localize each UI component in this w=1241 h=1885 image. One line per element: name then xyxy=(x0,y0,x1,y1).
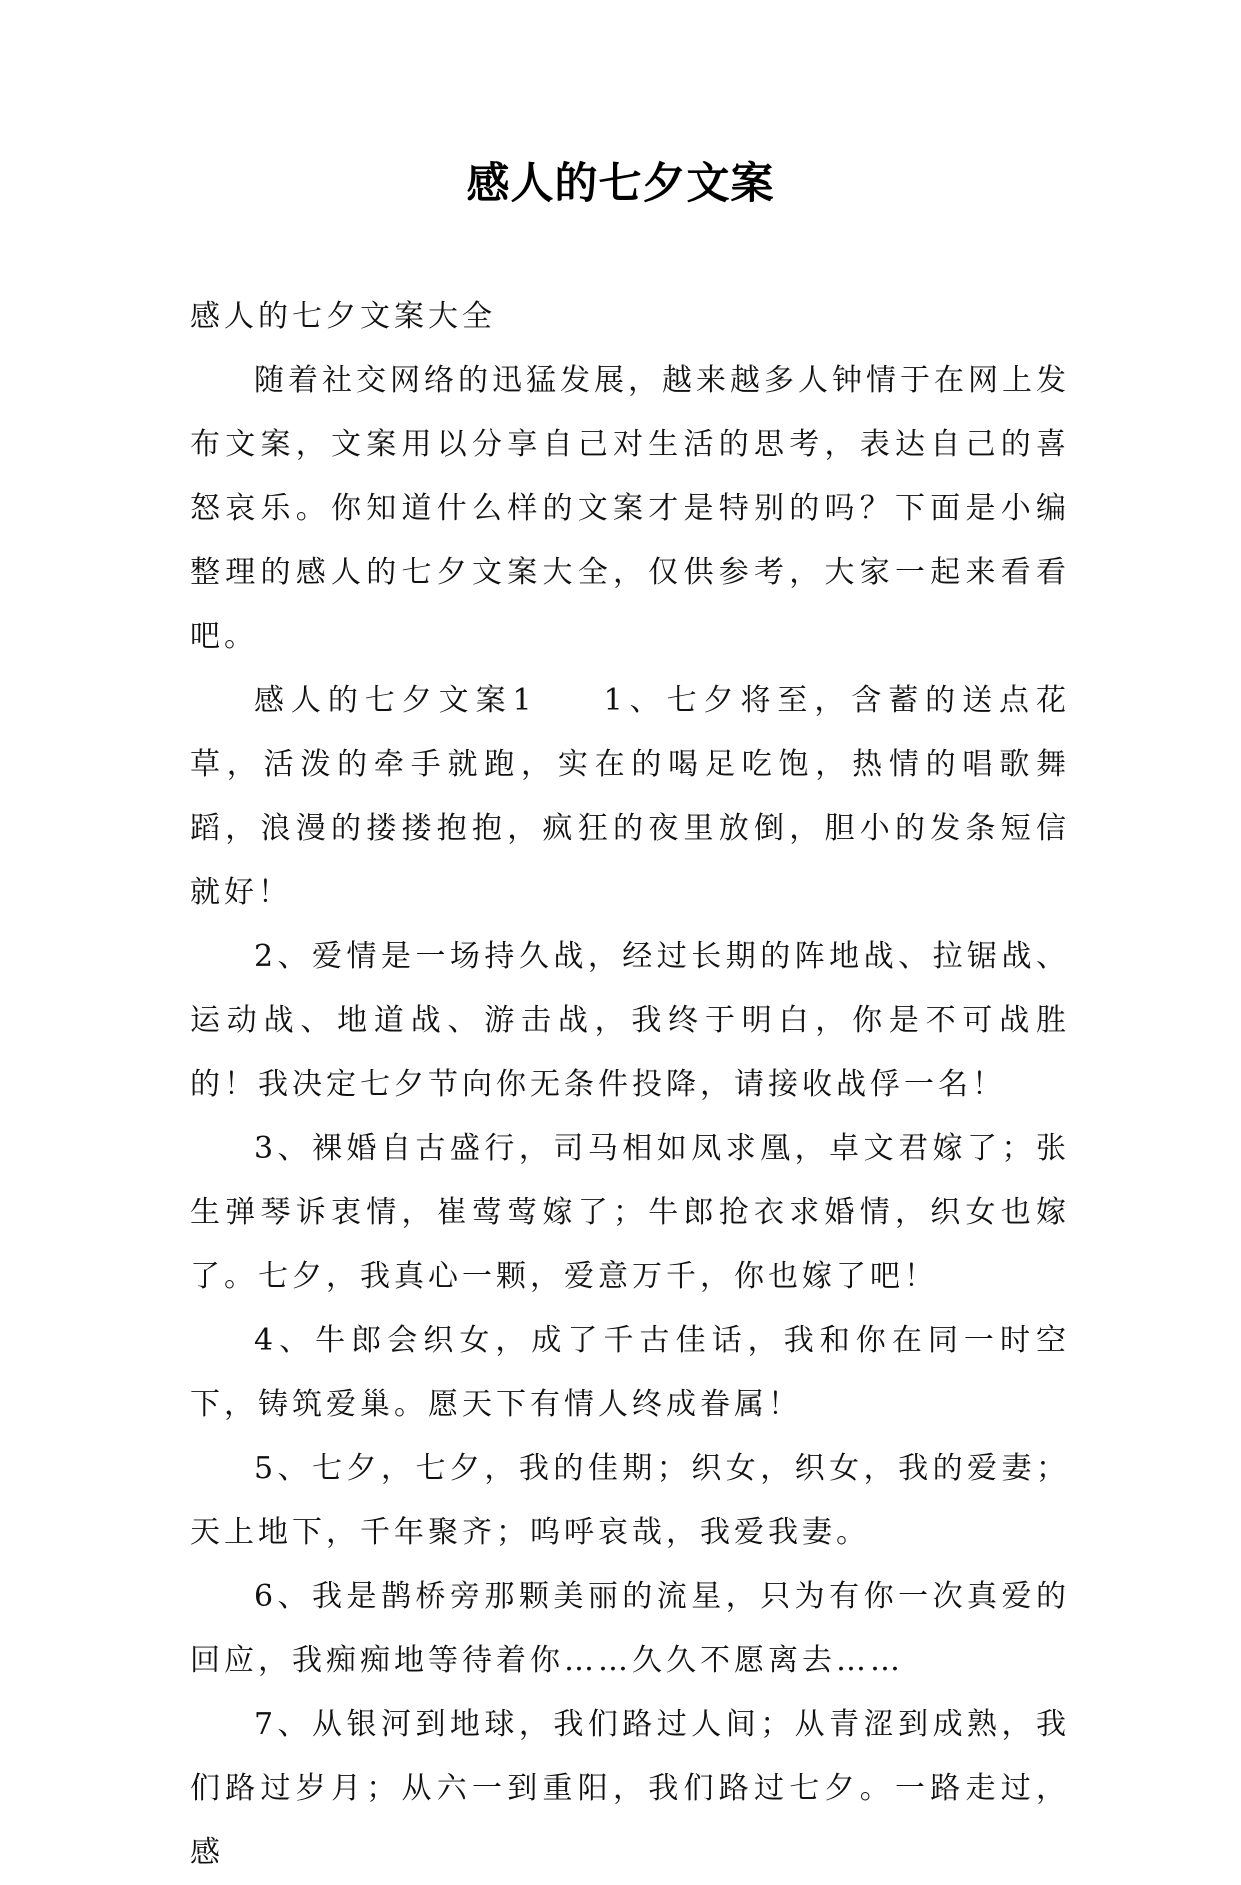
section-heading: 感人的七夕文案1 xyxy=(254,683,536,718)
item-6: 6、我是鹊桥旁那颗美丽的流星，只为有你一次真爱的回应，我痴痴地等待着你……久久不愿离去…… xyxy=(190,1579,1070,1678)
item-3: 3、裸婚自古盛行，司马相如凤求凰，卓文君嫁了；张生弹琴诉衷情，崔莺莺嫁了；牛郎抢衣求婚情，织女也嫁了。七夕，我真心一颗，爱意万千，你也嫁了吧！ xyxy=(190,1131,1070,1294)
first-item-paragraph xyxy=(190,669,1070,925)
intro-paragraph: 随着社交网络的迅猛发展，越来越多人钟情于在网上发布文案，文案用以分享自己对生活的思考，表达自己的喜怒哀乐。你知道什么样的文案才是特别的吗？下面是小编整理的感人的七夕文案大全，仅供参考，大家一起来看看吧。 xyxy=(190,363,1070,654)
item-5: 5、七夕，七夕，我的佳期；织女，织女，我的爱妻；天上地下，千年聚齐；呜呼哀哉，我爱我妻。 xyxy=(190,1451,1070,1550)
item-7: 7、从银河到地球，我们路过人间；从青涩到成熟，我们路过岁月；从六一到重阳，我们路过七夕。一路走过，感 xyxy=(190,1707,1070,1870)
item-2: 2、爱情是一场持久战，经过长期的阵地战、拉锯战、运动战、地道战、游击战，我终于明白，你是不可战胜的！我决定七夕节向你无条件投降，请接收战俘一名！ xyxy=(190,939,1070,1102)
document-body xyxy=(190,285,1070,1885)
item-4: 4、牛郎会织女，成了千古佳话，我和你在同一时空下，铸筑爱巢。愿天下有情人终成眷属！ xyxy=(190,1323,1070,1422)
document-title: 感人的七夕文案 xyxy=(466,159,775,209)
document-subtitle: 感人的七夕文案大全 xyxy=(190,299,496,334)
item-1: 1、七夕将至，含蓄的送点花草，活泼的牵手就跑，实在的喝足吃饱，热情的唱歌舞蹈，浪漫的搂搂抱抱，疯狂的夜里放倒，胆小的发条短信就好！ xyxy=(190,683,1070,910)
